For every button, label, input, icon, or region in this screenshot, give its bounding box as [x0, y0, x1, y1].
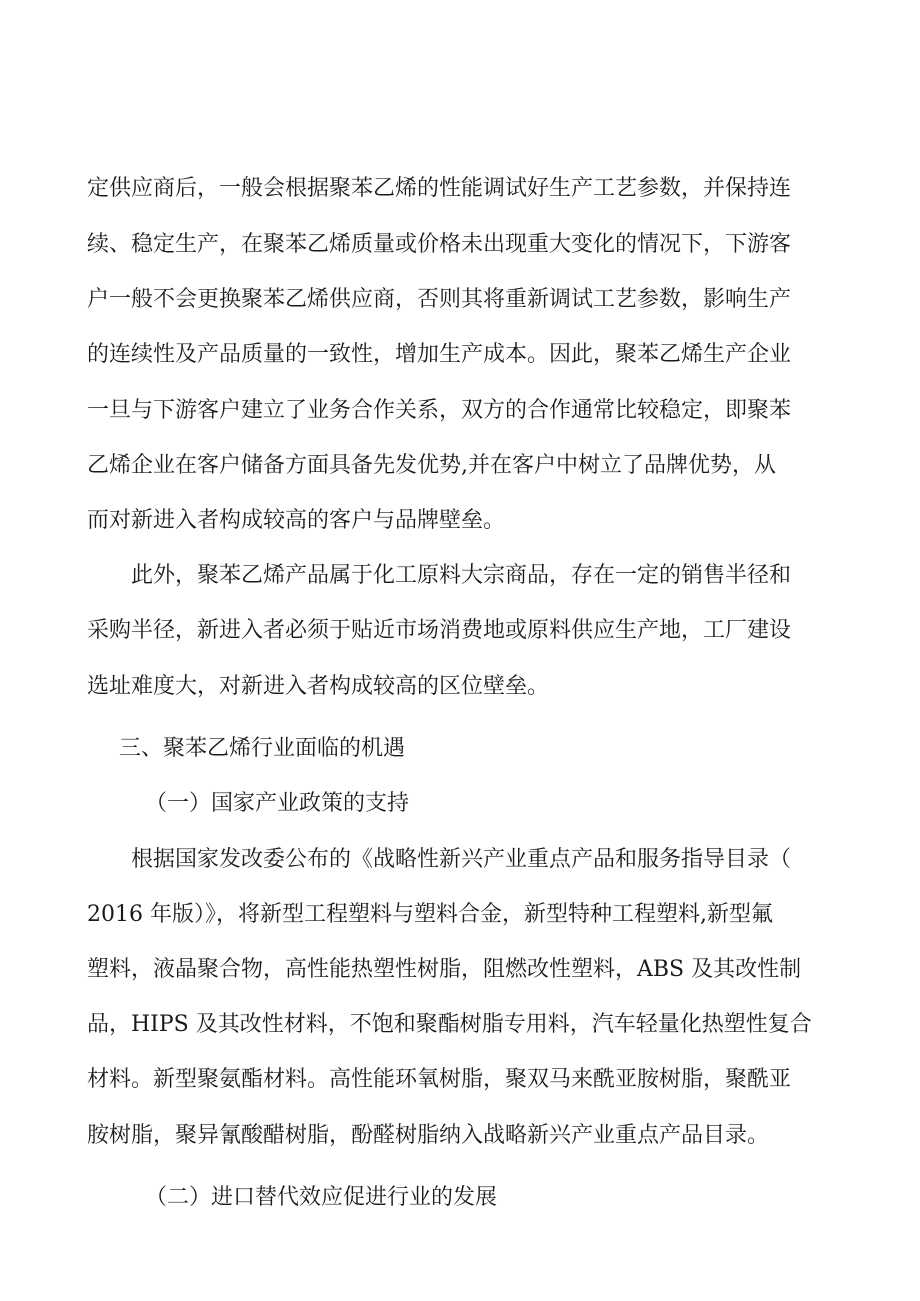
paragraph-1-line-4: 的连续性及产品质量的一致性，增加生产成本。因此，聚苯乙烯生产企业 — [87, 342, 792, 367]
section-heading: 三、聚苯乙烯行业面临的机遇 — [119, 736, 406, 761]
paragraph-1-line-7: 而对新进入者构成较高的客户与品牌壁垒。 — [87, 508, 506, 533]
paragraph-3-line-3: 塑料，液晶聚合物，高性能热塑性树脂，阻燃改性塑料，ABS 及其改性制 — [87, 957, 802, 982]
paragraph-2-line-3: 选址难度大，对新进入者构成较高的区位壁垒。 — [87, 674, 550, 699]
paragraph-3-line-6: 胺树脂，聚异氰酸醋树脂，酚醛树脂纳入战略新兴产业重点产品目录。 — [87, 1123, 770, 1148]
paragraph-2-line-2: 采购半径，新进入者必须于贴近市场消费地或原料供应生产地，工厂建设 — [87, 618, 792, 643]
subheading-2: （二）进口替代效应促进行业的发展 — [145, 1185, 498, 1210]
paragraph-2-line-1: 此外，聚苯乙烯产品属于化工原料大宗商品，存在一定的销售半径和 — [131, 563, 792, 588]
paragraph-3-line-1: 根据国家发改委公布的《战略性新兴产业重点产品和服务指导目录（ — [131, 847, 792, 872]
paragraph-3-line-5: 材料。新型聚氨酯材料。高性能环氧树脂，聚双马来酰亚胺树脂，聚酰亚 — [87, 1067, 792, 1092]
paragraph-1-line-2: 续、稳定生产，在聚苯乙烯质量或价格未出现重大变化的情况下，下游客 — [87, 232, 792, 257]
paragraph-1-line-5: 一旦与下游客户建立了业务合作关系，双方的合作通常比较稳定，即聚苯 — [87, 398, 792, 423]
paragraph-3-line-4: 品，HIPS 及其改性材料，不饱和聚酯树脂专用料，汽车轻量化热塑性复合 — [87, 1012, 812, 1037]
paragraph-1-line-3: 户一般不会更换聚苯乙烯供应商，否则其将重新调试工艺参数，影响生产 — [87, 287, 792, 312]
subheading-1: （一）国家产业政策的支持 — [145, 791, 410, 816]
paragraph-3-line-2: 2016 年版）》，将新型工程塑料与塑料合金，新型特种工程塑料,新型氟 — [87, 902, 773, 927]
paragraph-1-line-1: 定供应商后，一般会根据聚苯乙烯的性能调试好生产工艺参数，并保持连 — [87, 176, 792, 201]
paragraph-1-line-6: 乙烯企业在客户储备方面具备先发优势,并在客户中树立了品牌优势，从 — [87, 453, 776, 478]
